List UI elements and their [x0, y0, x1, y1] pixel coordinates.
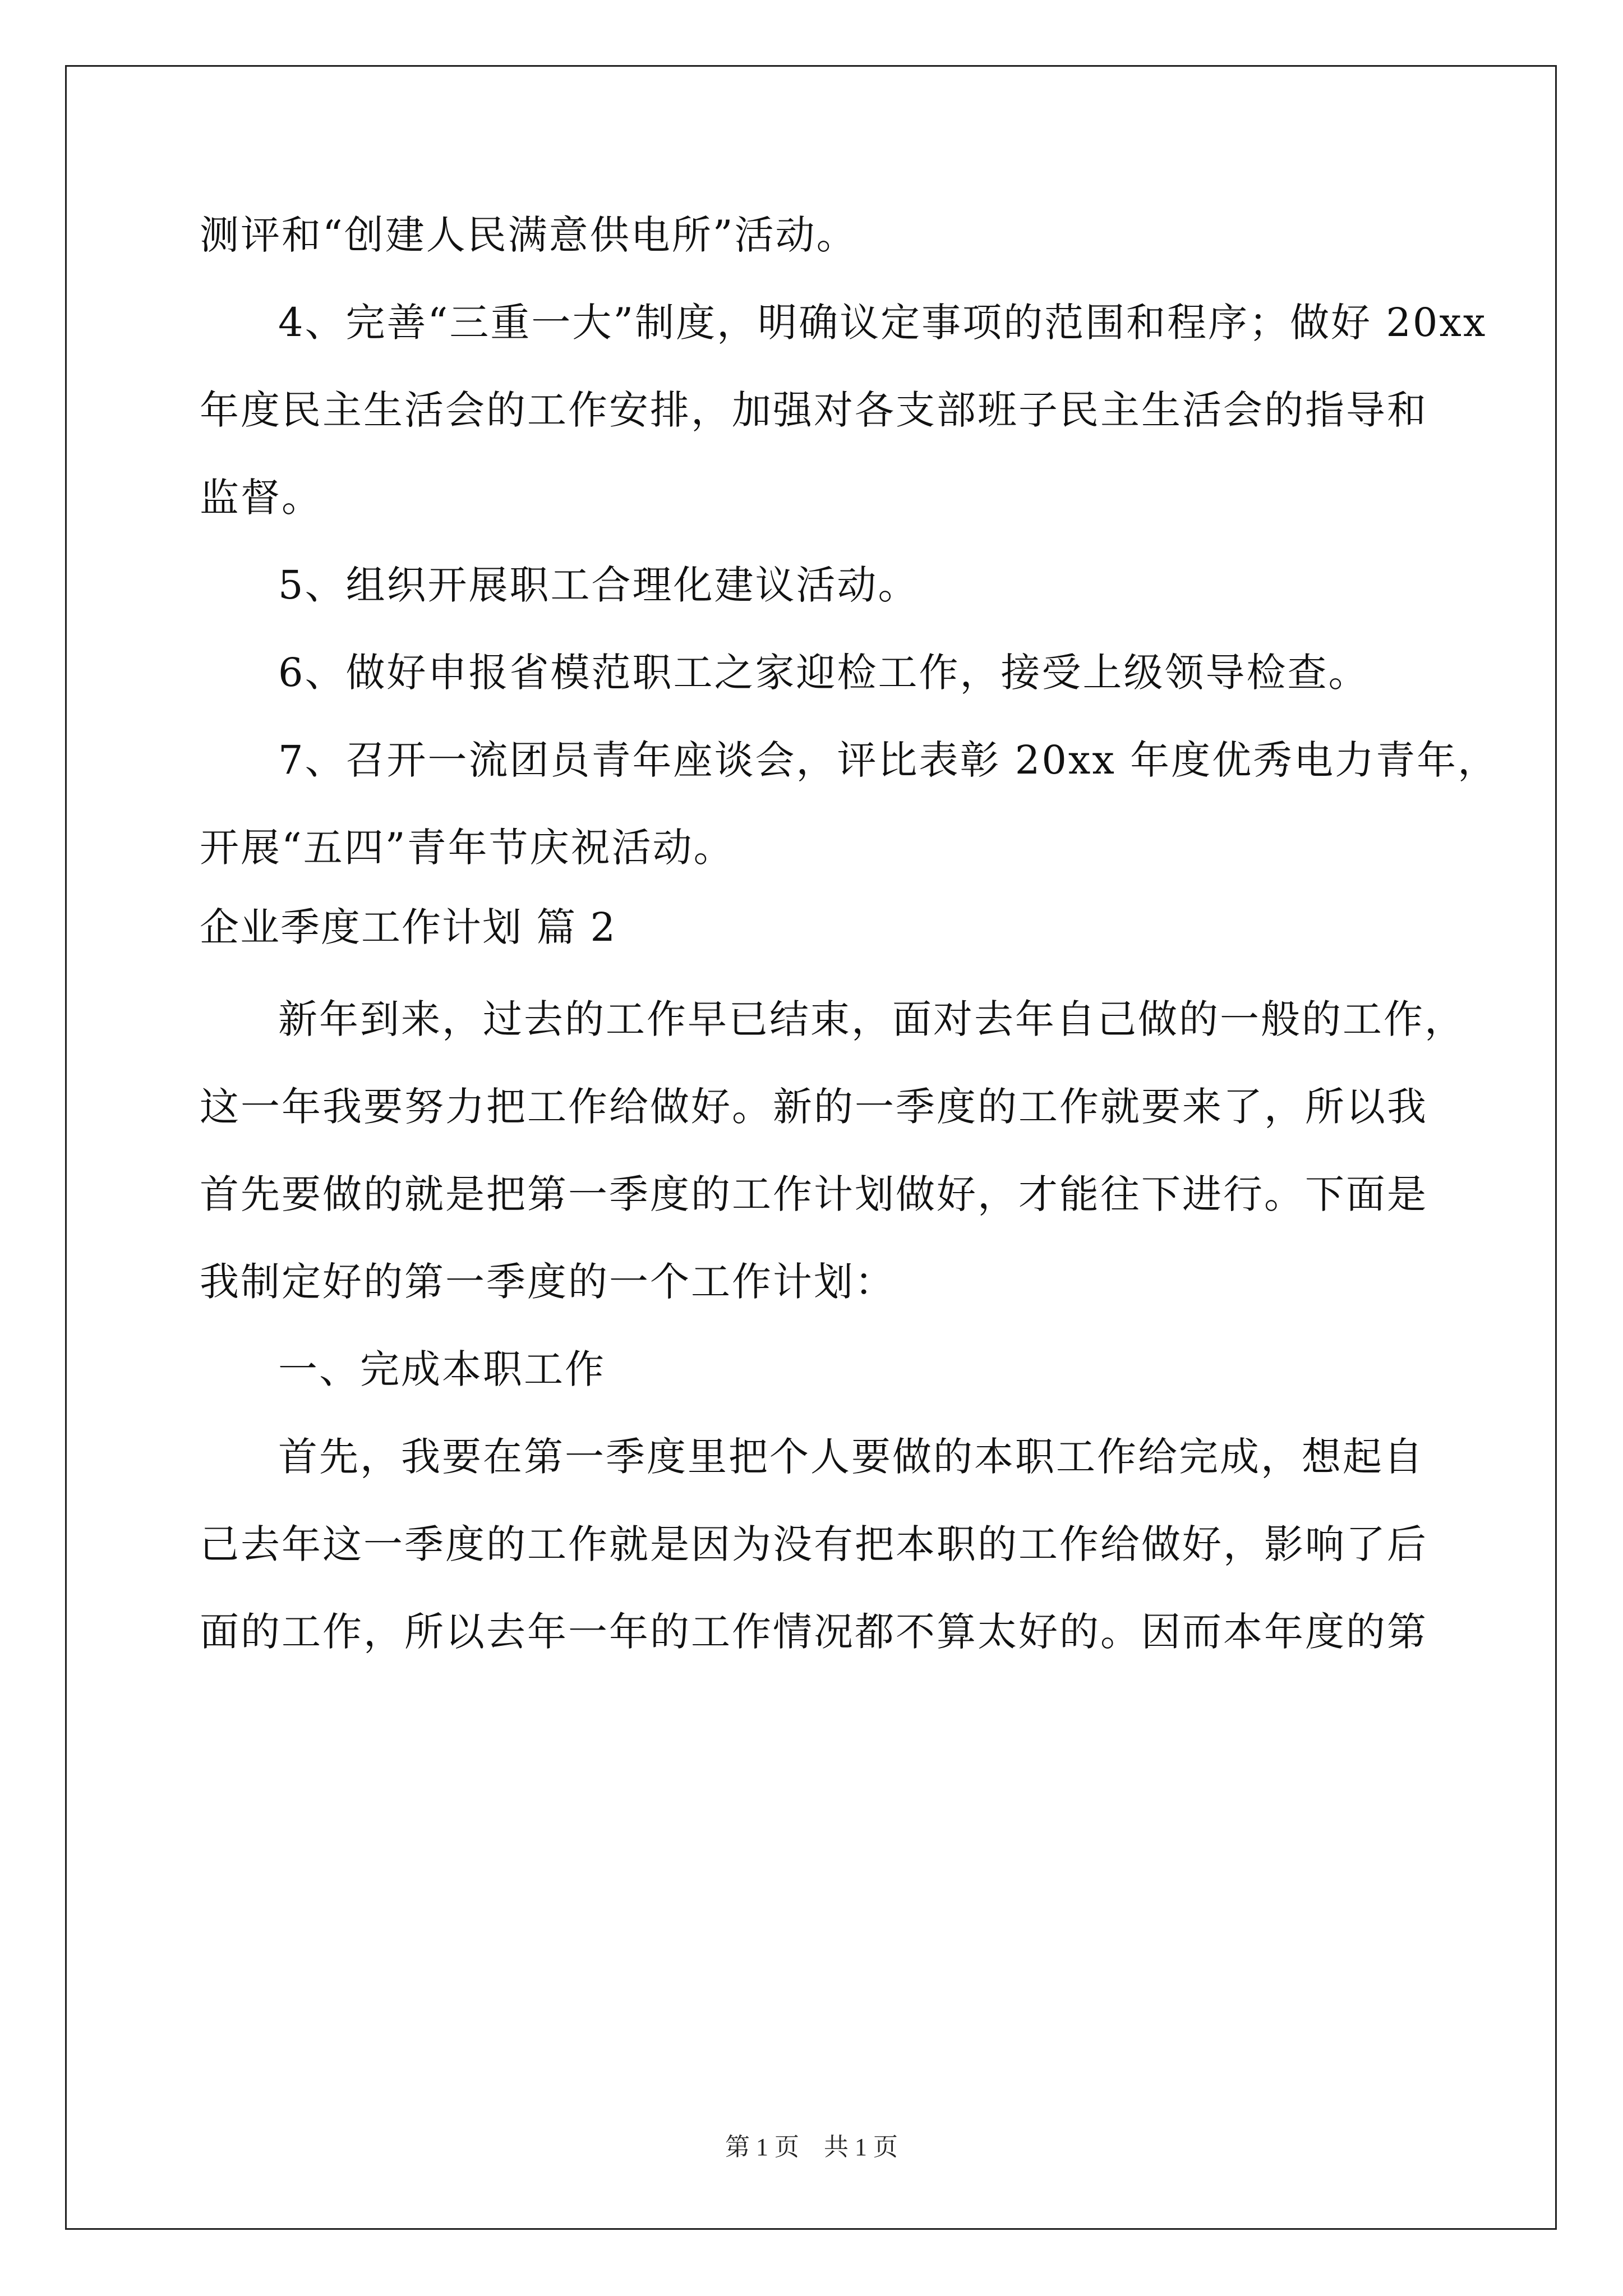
page-number: 第 1 页 [725, 2133, 799, 2161]
section-heading: 企业季度工作计划 篇 2 [200, 904, 617, 950]
list-item-4: 4、完善“三重一大”制度，明确议定事项的范围和程序；做好 20xx [278, 300, 1487, 346]
list-item-7: 7、召开一流团员青年座谈会，评比表彰 20xx 年度优秀电力青年， [278, 737, 1499, 783]
list-item-6: 6、做好申报省模范职工之家迎检工作，接受上级领导检查。 [278, 650, 1370, 696]
page-total: 共 1 页 [824, 2133, 898, 2161]
paragraph-line: 我制定好的第一季度的一个工作计划： [200, 1259, 896, 1305]
text-line: 开展“五四”青年节庆祝活动。 [200, 825, 735, 871]
paragraph-line: 己去年这一季度的工作就是因为没有把本职的工作给做好，影响了后 [200, 1521, 1428, 1567]
text-line: 测评和“创建人民满意供电所”活动。 [200, 212, 857, 258]
page-footer [0, 2131, 1623, 2164]
paragraph-line: 首先要做的就是把第一季度的工作计划做好，才能往下进行。下面是 [200, 1171, 1428, 1217]
list-item-5: 5、组织开展职工合理化建议活动。 [278, 562, 919, 608]
paragraph-line: 新年到来，过去的工作早已结束，面对去年自己做的一般的工作， [278, 996, 1465, 1042]
text-line: 监督。 [200, 475, 322, 521]
paragraph-line: 这一年我要努力把工作给做好。新的一季度的工作就要来了，所以我 [200, 1084, 1428, 1130]
paragraph-line: 面的工作，所以去年一年的工作情况都不算太好的。因而本年度的第 [200, 1609, 1428, 1655]
subheading: 一、完成本职工作 [278, 1346, 606, 1392]
text-line: 年度民主生活会的工作安排，加强对各支部班子民主生活会的指导和 [200, 387, 1428, 433]
paragraph-line: 首先，我要在第一季度里把个人要做的本职工作给完成，想起自 [278, 1434, 1424, 1480]
